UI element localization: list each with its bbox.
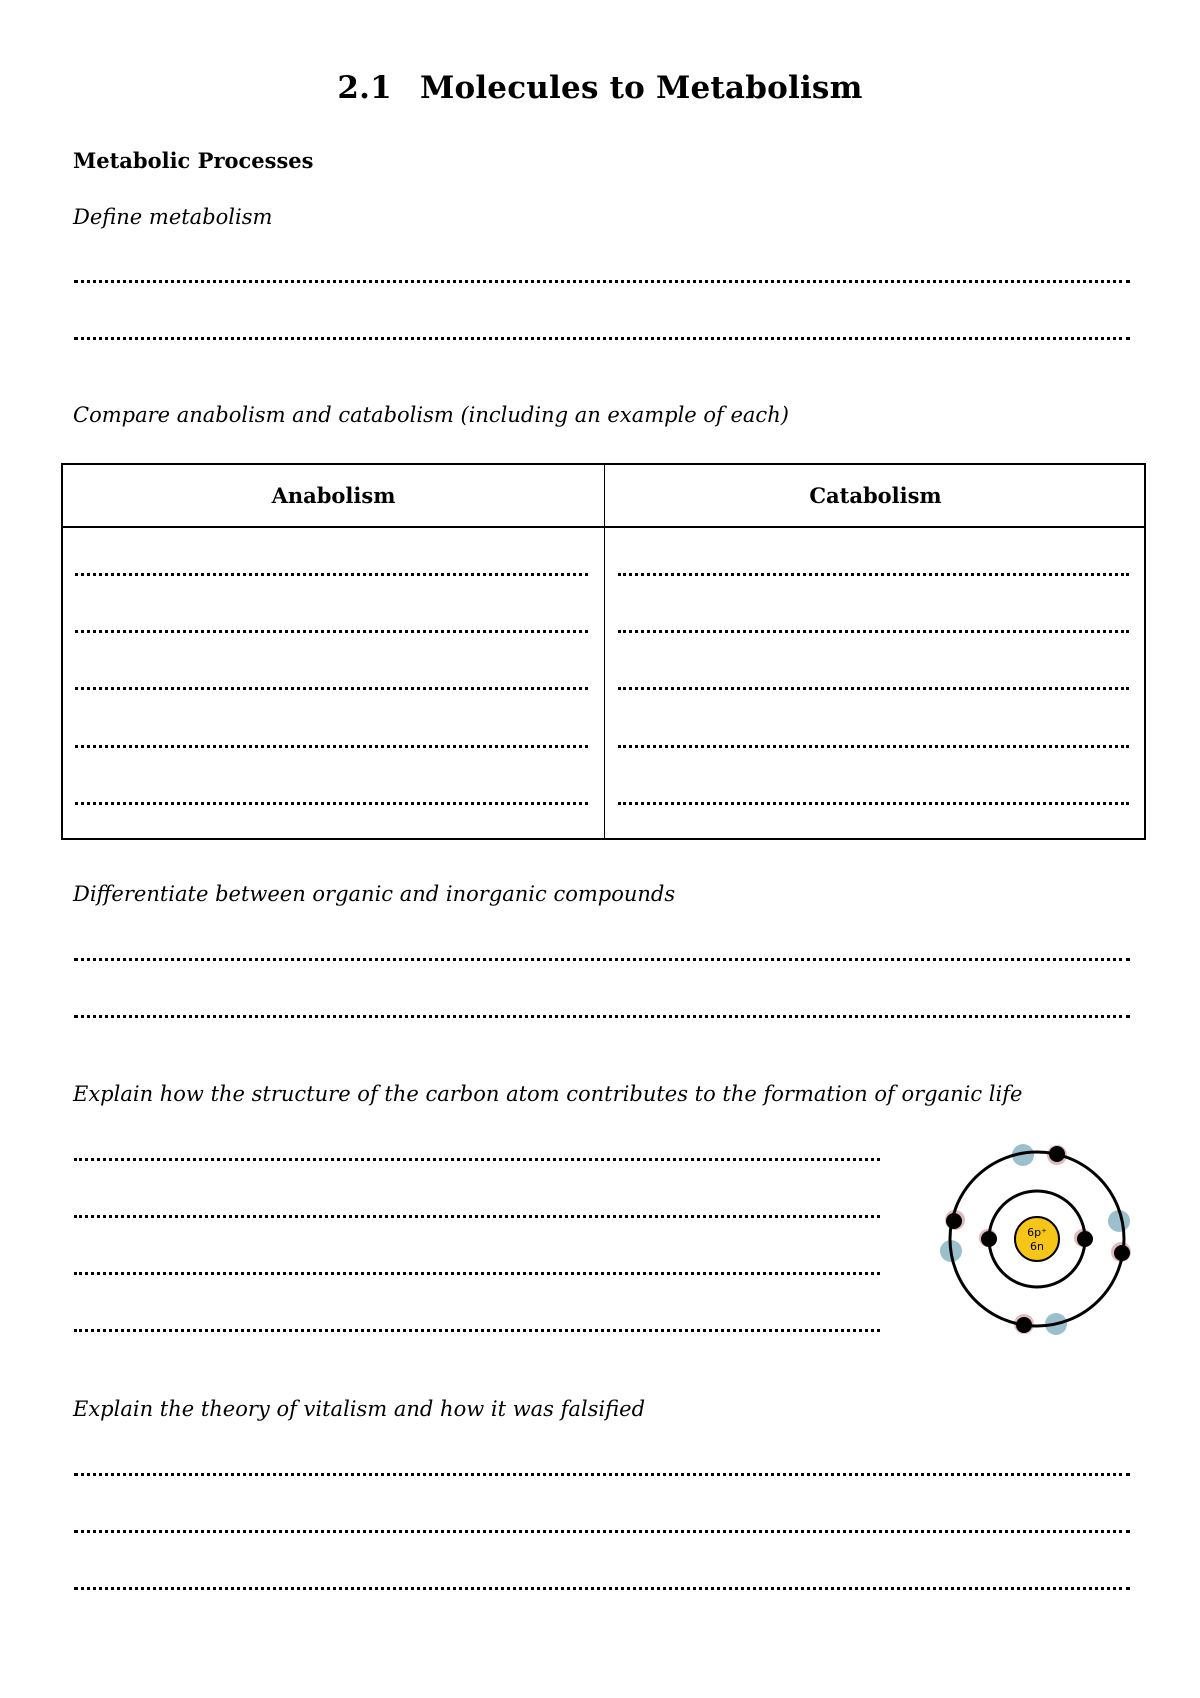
nucleus-neutrons-label: 6n bbox=[1030, 1240, 1044, 1253]
electron bbox=[1077, 1231, 1093, 1247]
electron bbox=[1016, 1317, 1032, 1333]
anabolism-answer-line[interactable] bbox=[75, 745, 588, 748]
catabolism-answer-line[interactable] bbox=[618, 630, 1129, 633]
comparison-table bbox=[61, 463, 1146, 840]
answer-line[interactable] bbox=[74, 337, 1130, 340]
answer-line[interactable] bbox=[74, 958, 1130, 961]
prompt-differentiate: Differentiate between organic and inorganic compounds bbox=[73, 882, 676, 906]
electron bbox=[946, 1213, 962, 1229]
electron bbox=[981, 1231, 997, 1247]
anabolism-answer-line[interactable] bbox=[75, 802, 588, 805]
catabolism-answer-line[interactable] bbox=[618, 745, 1129, 748]
title-text: Molecules to Metabolism bbox=[419, 70, 863, 106]
answer-line[interactable] bbox=[74, 1530, 1130, 1533]
answer-line[interactable] bbox=[74, 1158, 880, 1161]
electron bbox=[1114, 1245, 1130, 1261]
catabolism-answer-line[interactable] bbox=[618, 802, 1129, 805]
catabolism-answer-line[interactable] bbox=[618, 687, 1129, 690]
column-header-anabolism: Anabolism bbox=[271, 483, 396, 508]
anabolism-answer-line[interactable] bbox=[75, 687, 588, 690]
answer-line[interactable] bbox=[74, 1473, 1130, 1476]
anabolism-answer-line[interactable] bbox=[75, 573, 588, 576]
anabolism-answer-line[interactable] bbox=[75, 630, 588, 633]
page-title bbox=[0, 70, 1200, 106]
prompt-carbon-atom: Explain how the structure of the carbon atom contributes to the formation of organic life bbox=[73, 1082, 1023, 1106]
nucleus bbox=[1015, 1217, 1059, 1261]
answer-line[interactable] bbox=[74, 1215, 880, 1218]
answer-line[interactable] bbox=[74, 1272, 880, 1275]
title-number: 2.1 bbox=[337, 70, 392, 106]
prompt-compare: Compare anabolism and catabolism (including an example of each) bbox=[73, 403, 789, 427]
prompt-vitalism: Explain the theory of vitalism and how it was falsified bbox=[73, 1397, 646, 1421]
nucleus-protons-label: 6p⁺ bbox=[1027, 1226, 1047, 1239]
section-heading: Metabolic Processes bbox=[73, 148, 314, 173]
answer-line[interactable] bbox=[74, 280, 1130, 283]
carbon-atom-diagram bbox=[935, 1143, 1135, 1343]
column-header-catabolism: Catabolism bbox=[809, 483, 942, 508]
electron bbox=[1049, 1146, 1065, 1162]
column-divider bbox=[604, 465, 605, 838]
answer-line[interactable] bbox=[74, 1329, 880, 1332]
prompt-define-metabolism: Define metabolism bbox=[73, 205, 273, 229]
answer-line[interactable] bbox=[74, 1587, 1130, 1590]
answer-line[interactable] bbox=[74, 1015, 1130, 1018]
catabolism-answer-line[interactable] bbox=[618, 573, 1129, 576]
